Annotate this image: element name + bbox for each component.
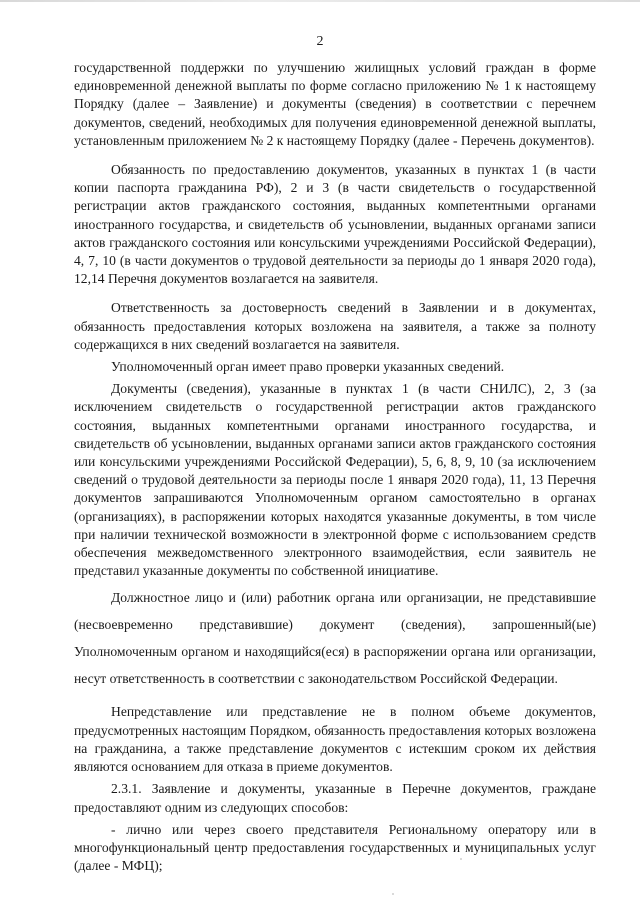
paragraph-applicant-duty: Обязанность по предоставлению документов, указанных в пунктах 1 (в части копии паспорта гражданина РФ), 2 и 3 (в части свидетельств о государственной регистрации актов гражданского состояния, выданных компетентными органами иностранного государства, и свидетельств об усыновлении, выданных органами записи актов гражданского состояния или консульскими учреждениями Российской Федерации), 4, 7, 10 (в части документов о трудовой деятельности за периоды до 1 января 2020 года), 12,14 Перечня документов возлагается на заявителя. — [74, 162, 596, 287]
paragraph-requested-documents: Документы (сведения), указанные в пунктах 1 (в части СНИЛС), 2, 3 (за исключением свидетельств о государственной регистрации актов гражданского состояния, выданных компетентными органами иностранного государства, и свидетельств об усыновлении, выданных органами записи актов гражданского состояния или консульскими учреждениями Российской Федерации), 5, 6, 8, 9, 10 (за исключением сведений о трудовой деятельности за периоды после 1 января 2020 года), 11, 13 Перечня документов запрашиваются Уполномоченным органом самостоятельно в органах (организациях), в распоряжении которых находятся указанные документы, в том числе при наличии технической возможности в электронной форме с использованием средств обеспечения межведомственного электронного взаимодействия, если заявитель не представил указанные документы по собственной инициативе. — [74, 381, 596, 579]
page-number: 2 — [316, 34, 324, 49]
scan-edge — [0, 0, 640, 2]
paragraph-submission-methods: 2.3.1. Заявление и документы, указанные в Перечне документов, граждане предоставляют одним из следующих способов: — [74, 781, 596, 815]
document-body — [74, 59, 596, 875]
scan-speck — [392, 893, 394, 895]
paragraph-intro: государственной поддержки по улучшению жилищных условий граждан в форме единовременной денежной выплаты по форме согласно приложению № 1 к настоящему Порядку (далее – Заявление) и документы (сведения) в соответствии с перечнем документов, сведений, необходимых для получения единовременной денежной выплаты, установленным приложением № 2 к настоящему Порядку (далее - Перечень документов). — [74, 60, 596, 148]
paragraph-responsibility: Ответственность за достоверность сведений в Заявлении и в документах, обязанность предоставления которых возложена на заявителя, а также за полноту содержащихся в них сведений возлагается на заявителя. — [74, 300, 596, 352]
paragraph-verification-right: Уполномоченный орган имеет право проверки указанных сведений. — [111, 359, 505, 375]
scan-speck — [460, 858, 462, 860]
list-item-in-person: - лично или через своего представителя Региональному оператору или в многофункциональный центр предоставления государственных и муниципальных услуг (далее - МФЦ); — [74, 821, 596, 874]
paragraph-official-liability: Должностное лицо и (или) работник органа или организации, не представившие (несвоевременно представившие) документ (сведения), запрошенный(ые) Уполномоченным органом и находящийся(еся) в распоряжении органа или организации, несут ответственность в соответствии с законодательством Российской Федерации. — [74, 590, 596, 687]
paragraph-refusal-grounds: Непредставление или представление не в полном объеме документов, предусмотренных настоящим Порядком, обязанность предоставления которых возложена на гражданина, а также представление документов с истекшим сроком их действия являются основанием для отказа в приеме документов. — [74, 704, 596, 775]
